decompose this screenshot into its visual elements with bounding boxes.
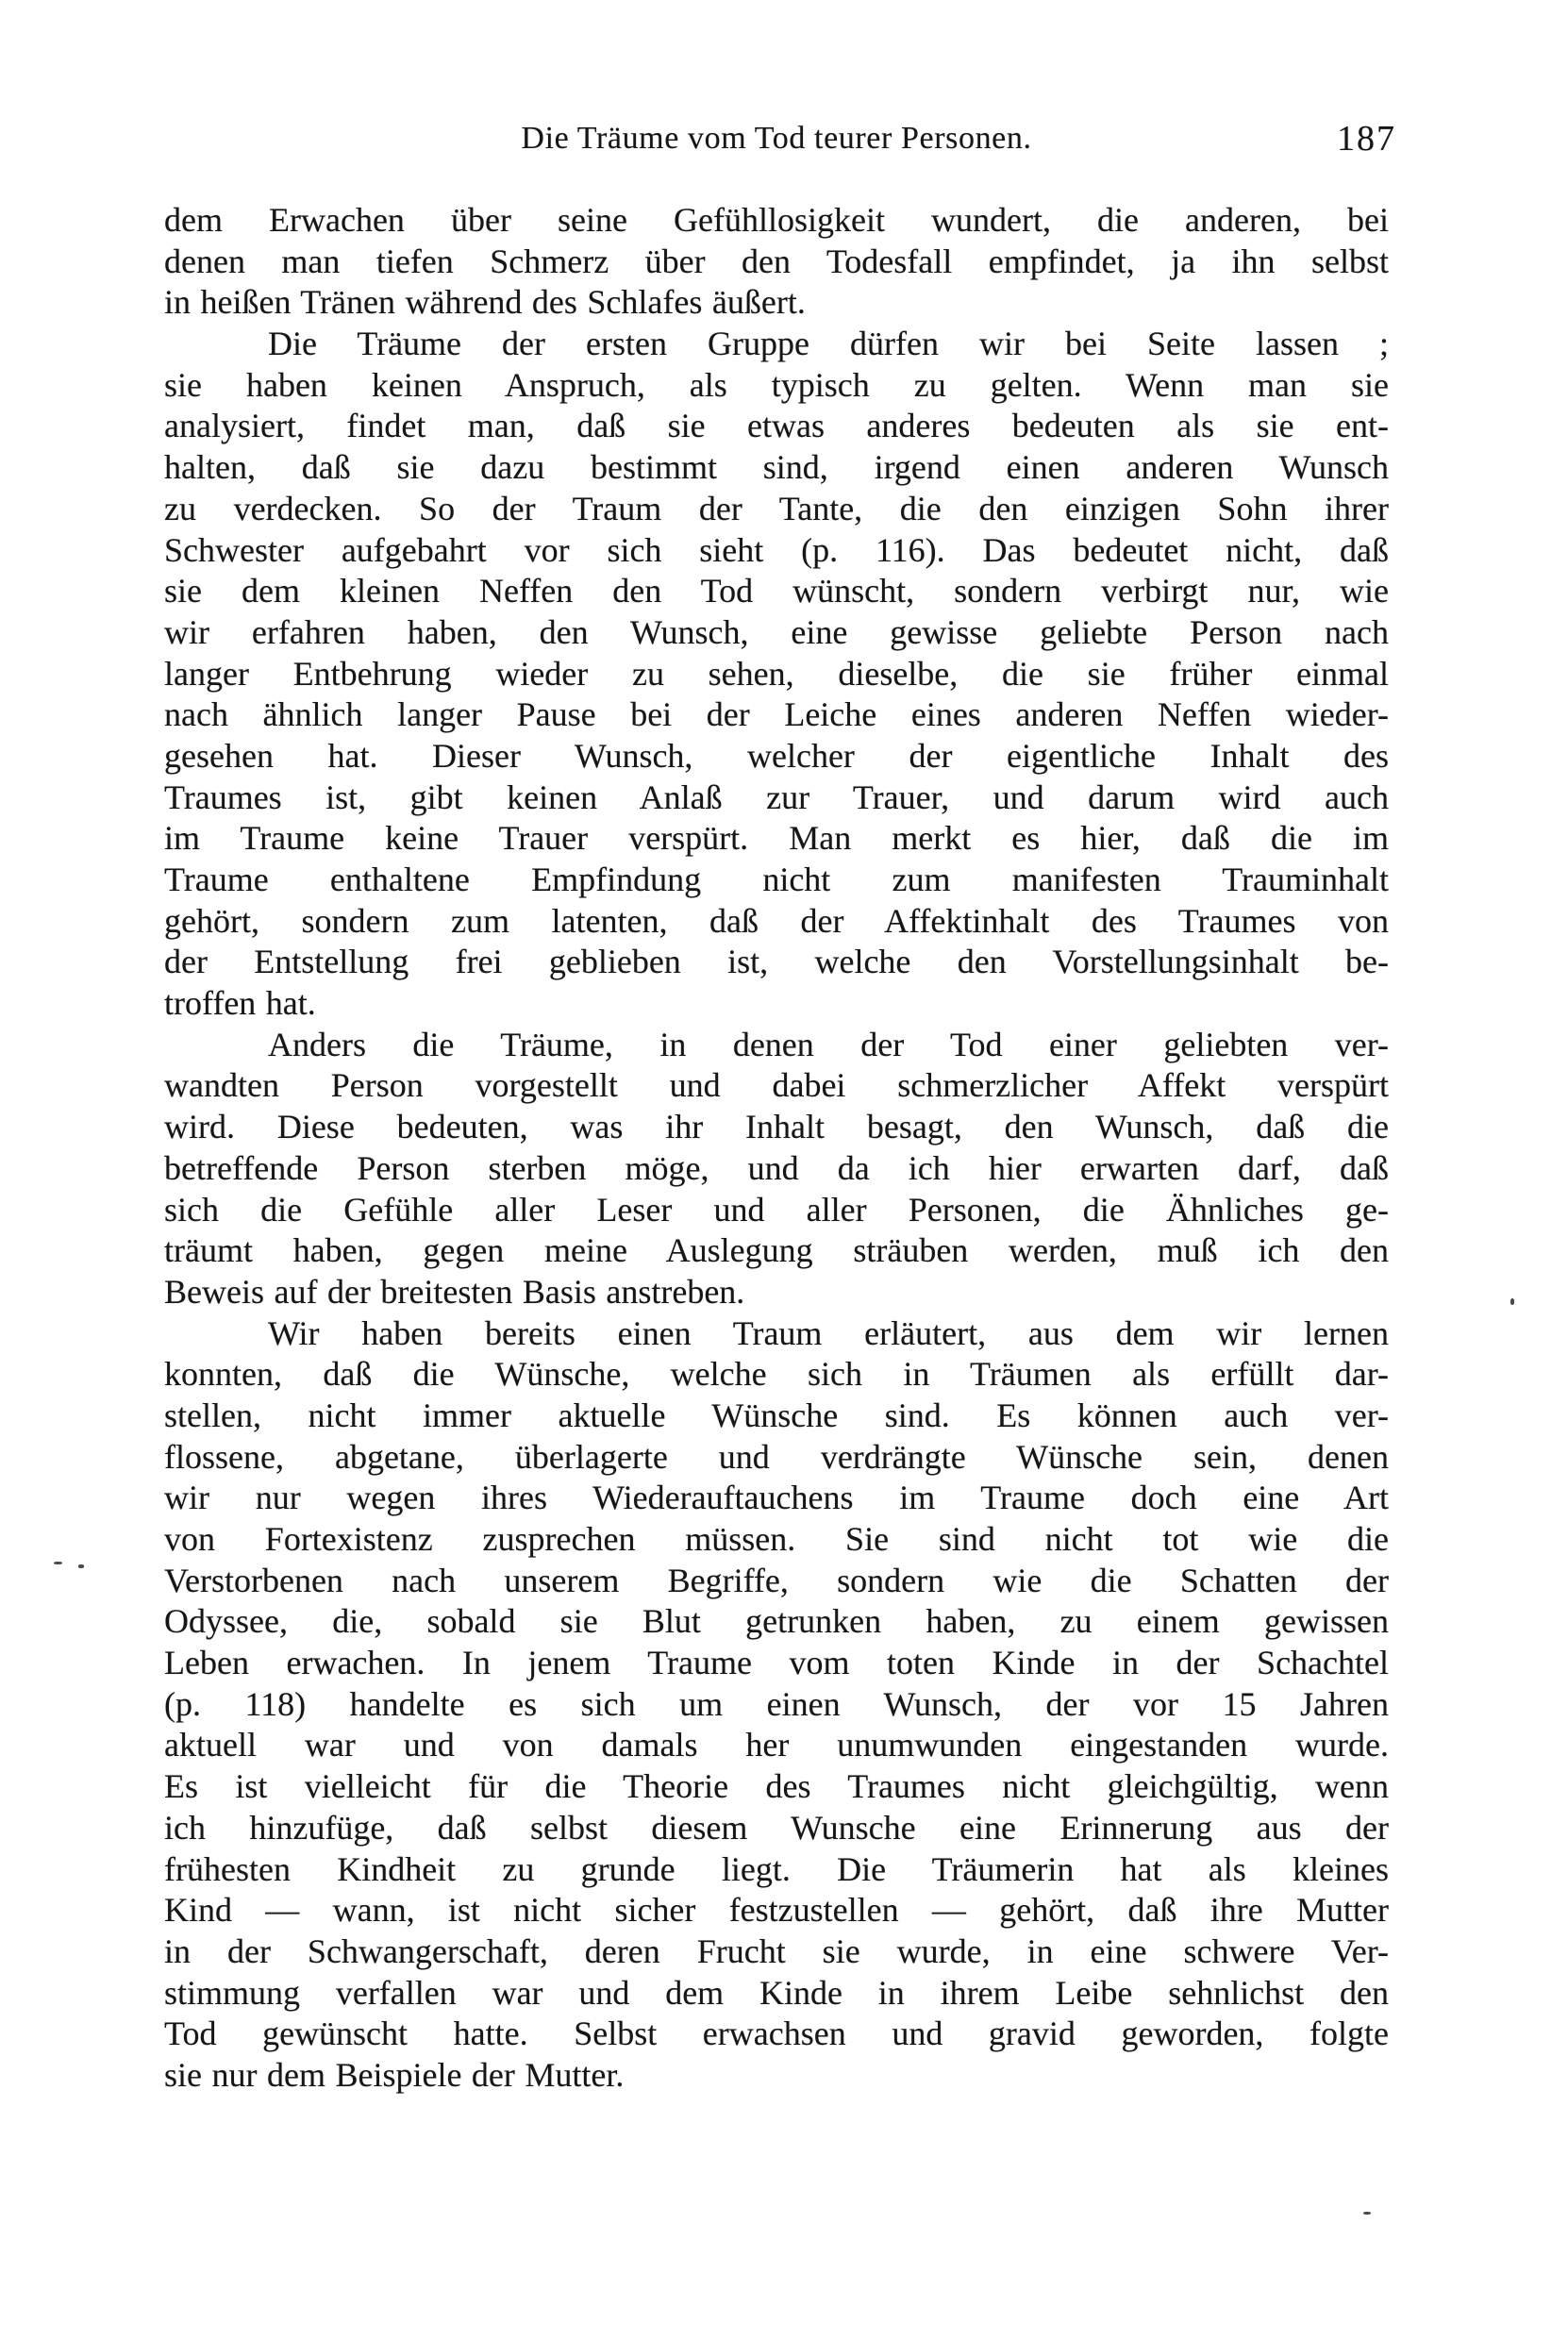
page-body (164, 200, 1389, 2097)
text-line: sich die Gefühle aller Leser und aller Personen, die Ähnliches ge- (164, 1190, 1389, 1229)
text-line: denen man tiefen Schmerz über den Todesfall empfindet, ja ihn selbst (164, 242, 1389, 280)
text-line: von Fortexistenz zusprechen müssen. Sie sind nicht tot wie die (164, 1520, 1389, 1558)
text-line: wir erfahren haben, den Wunsch, eine gewisse geliebte Person nach (164, 612, 1389, 651)
text-line: ich hinzufüge, daß selbst diesem Wunsche eine Erinnerung aus der (164, 1808, 1389, 1847)
text-line: zu verdecken. So der Traum der Tante, die den einzigen Sohn ihrer (164, 489, 1389, 527)
text-line: in der Schwangerschaft, deren Frucht sie wurde, in eine schwere Ver- (164, 1931, 1389, 1970)
text-line: sie nur dem Beispiele der Mutter. (164, 2055, 625, 2094)
text-line: sie dem kleinen Neffen den Tod wünscht, sondern verbirgt nur, wie (164, 572, 1389, 610)
text-line: wird. Diese bedeuten, was ihr Inhalt besagt, den Wunsch, daß die (164, 1108, 1389, 1146)
text-line: stellen, nicht immer aktuelle Wünsche sind. Es können auch ver- (164, 1396, 1389, 1434)
text-line: in heißen Tränen während des Schlafes äußert. (164, 283, 806, 322)
text-line: gesehen hat. Dieser Wunsch, welcher der eigentliche Inhalt des (164, 736, 1389, 775)
text-line: der Entstellung frei geblieben ist, welche den Vorstellungsinhalt be- (164, 943, 1389, 981)
page-number: 187 (1337, 119, 1396, 159)
text-line: Schwester aufgebahrt vor sich sieht (p. 116). Das bedeutet nicht, daß (164, 530, 1389, 569)
text-line: stimmung verfallen war und dem Kinde in ihrem Leibe sehnlichst den (164, 1973, 1389, 2012)
scan-speck (1363, 2212, 1371, 2215)
text-line: konnten, daß die Wünsche, welche sich in Träumen als erfüllt dar- (164, 1355, 1389, 1394)
text-line: troffen hat. (164, 984, 316, 1023)
text-line: frühesten Kindheit zu grunde liegt. Die Träumerin hat als kleines (164, 1849, 1389, 1888)
text-line: wir nur wegen ihres Wiederauftauchens im Traume doch eine Art (164, 1479, 1389, 1517)
text-line: Traume enthaltene Empfindung nicht zum manifesten Trauminhalt (164, 861, 1389, 898)
text-line: im Traume keine Trauer verspürt. Man merkt es hier, daß die im (164, 819, 1389, 858)
text-line: langer Entbehrung wieder zu sehen, dieselbe, die sie früher einmal (164, 654, 1389, 693)
text-line: Beweis auf der breitesten Basis anstreben. (164, 1272, 745, 1311)
text-line: aktuell war und von damals her unumwunden eingestanden wurde. (164, 1726, 1389, 1764)
text-line: sie haben keinen Anspruch, als typisch zu gelten. Wenn man sie (164, 365, 1389, 404)
text-line: gehört, sondern zum latenten, daß der Affektinhalt des Traumes von (164, 901, 1389, 940)
text-line: träumt haben, gegen meine Auslegung sträuben werden, muß ich den (164, 1231, 1389, 1270)
text-line: Verstorbenen nach unserem Begriffe, sondern wie die Schatten der (164, 1561, 1389, 1599)
text-line: wandten Person vorgestellt und dabei schmerzlicher Affekt verspürt (164, 1066, 1389, 1105)
running-header (164, 119, 1396, 162)
scan-speck (1510, 1298, 1514, 1305)
text-line: dem Erwachen über seine Gefühllosigkeit wundert, die anderen, bei (164, 201, 1389, 239)
text-line: Wir haben bereits einen Traum erläutert, aus dem wir lernen (268, 1313, 1389, 1352)
text-line: Kind — wann, ist nicht sicher festzustellen — gehört, daß ihre Mutter (164, 1891, 1389, 1930)
text-line: halten, daß sie dazu bestimmt sind, irgend einen anderen Wunsch (164, 448, 1389, 487)
text-line: nach ähnlich langer Pause bei der Leiche eines anderen Neffen wieder- (164, 695, 1389, 734)
text-line: (p. 118) handelte es sich um einen Wunsch, der vor 15 Jahren (164, 1684, 1389, 1723)
text-line: Die Träume der ersten Gruppe dürfen wir bei Seite lassen ; (268, 325, 1389, 363)
text-line: Es ist vielleicht für die Theorie des Traumes nicht gleichgültig, wenn (164, 1767, 1389, 1806)
text-line: analysiert, findet man, daß sie etwas anderes bedeuten als sie ent- (164, 407, 1389, 445)
text-line: Tod gewünscht hatte. Selbst erwachsen und gravid geworden, folgte (164, 2015, 1389, 2053)
text-line: Leben erwachen. In jenem Traume vom toten Kinde in der Schachtel (164, 1644, 1389, 1682)
text-line: betreffende Person sterben möge, und da ich hier erwarten darf, daß (164, 1148, 1389, 1187)
text-line: flossene, abgetane, überlagerte und verdrängte Wünsche sein, denen (164, 1437, 1389, 1476)
scan-speck (78, 1564, 84, 1568)
text-line: Anders die Träume, in denen der Tod einer geliebten ver- (268, 1025, 1389, 1063)
text-line: Traumes ist, gibt keinen Anlaß zur Trauer, und darum wird auch (164, 778, 1389, 816)
running-header-title: Die Träume vom Tod teurer Personen. (521, 121, 1032, 156)
text-line: Odyssee, die, sobald sie Blut getrunken haben, zu einem gewissen (164, 1602, 1389, 1641)
scan-speck (54, 1562, 62, 1564)
